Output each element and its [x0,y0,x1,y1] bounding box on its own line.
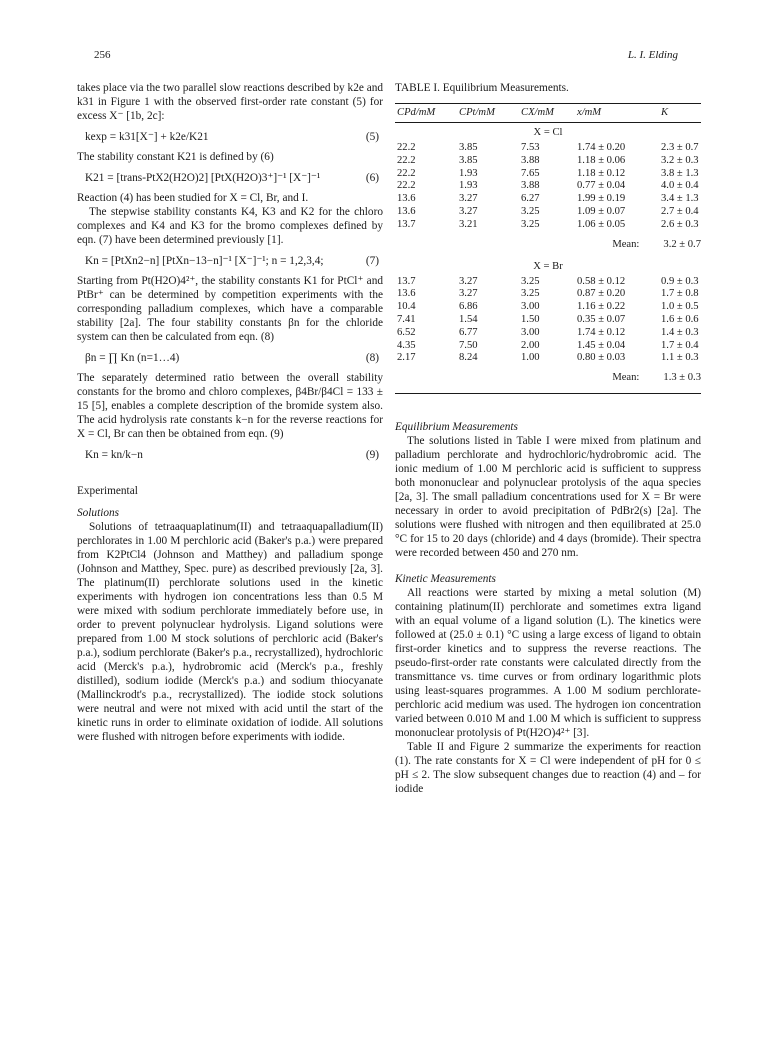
column-header: CX/mM [521,107,554,118]
table-cell: 22.2 [397,142,416,153]
table-cell: 4.35 [397,339,416,351]
table-cell: 1.06 ± 0.05 [577,218,626,230]
table-cell: 2.17 [397,352,416,364]
table-cell: 3.27 [459,205,478,217]
table-cell: 3.4 ± 1.3 [661,193,699,205]
table-row [395,142,701,155]
table-cell: 6.27 [521,193,540,205]
table-cell: 13.6 [397,205,416,217]
table-cell: 0.87 ± 0.20 [577,288,626,300]
table-cell: 6.52 [397,326,416,338]
table-cell: 1.93 [459,167,478,179]
group-label-bromide: X = Br [533,260,563,272]
equation-8 [77,351,383,365]
table-row [395,327,701,340]
table-cell: 1.0 ± 0.5 [661,301,699,313]
table-cell: 3.27 [459,288,478,300]
equation-expression: kexp = k31[X⁻] + k2e/K21 [85,131,209,143]
subsection-heading: Equilibrium Measurements [395,421,518,434]
table-cell: 0.58 ± 0.12 [577,275,626,287]
equation-9 [77,448,383,462]
left-column [77,81,383,744]
table-cell: 1.1 ± 0.3 [661,352,699,364]
paragraph: Starting from Pt(H2O)4²⁺, the stability constants K1 for PtCl⁺ and PtBr⁺ can be determined by competition experiments with the corresponding palladium complexes, which have a comparable stability [2a]. The four stability constants βn for the chloride system can then be calculated from eqn. (8) [77,275,383,343]
table-caption: TABLE I. Equilibrium Measurements. [395,82,569,94]
mean-row-chloride [395,238,701,252]
table-cell: 6.86 [459,301,478,313]
paragraph: The solutions listed in Table I were mixed from platinum and palladium perchlorate and hydrochloric/hydrobromic acid. The ionic medium of 1.00 M perchloric acid is sufficient to suppress both mononuclear and polynuclear protolysis of the aqua species [2a, 3]. The small palladium concentrations used for X = Br were necessary in order to avoid precipitation of PdBr2(s) [2a]. The solutions were flushed with nitrogen and then equilibrated at 25.0 °C for 15 to 20 days (chloride) and 4 days (bromide). Their spectra were recorded between 450 and 270 nm. [395,435,701,560]
table-cell: 0.77 ± 0.04 [577,180,626,192]
table-row [395,168,701,181]
paragraph: Table II and Figure 2 summarize the experiments for reaction (1). The rate constants for X = Cl were independent of pH for 0 ≤ pH ≤ 2. The slow subsequent changes due to reaction (4) and – for iodide [395,741,701,796]
table-cell: 1.54 [459,313,478,325]
table-cell: 4.0 ± 0.4 [661,180,699,192]
table-cell: 3.25 [521,218,540,230]
table-body-bromide [395,276,701,366]
table-cell: 1.74 ± 0.12 [577,326,626,338]
table-cell: 3.25 [521,205,540,217]
mean-label: Mean: [612,238,640,250]
table-cell: 3.27 [459,275,478,287]
table-row [395,276,701,289]
table-body-chloride [395,142,701,232]
subsection-heading: Kinetic Measurements [395,573,496,586]
table-cell: 1.16 ± 0.22 [577,301,626,313]
mean-value: 1.3 ± 0.3 [663,372,701,384]
equation-expression: βn = ∏ Kn (n=1…4) [85,352,180,364]
table-cell: 3.27 [459,193,478,205]
paragraph: All reactions were started by mixing a metal solution (M) containing platinum(II) perchlorate and sometimes extra ligand with an equal volume of a ligand solution (L). The kinetics were followed at (25.0 ± 0.1) °C using a large excess of ligand to obtain first-order kinetics and to suppress the reverse reactions. The pseudo-first-order rate constants were calculated directly from the transmittance vs. time curves or from ordinary logarithmic plots using least-squares programmes. A 1.00 M sodium perchlorate-perchloric acid medium was used. The hydrogen ion concentration varied between 0.010 M and 1.00 M which is sufficient to suppress mononuclear protolysis of Pt(H2O)4²⁺ [3]. [395,587,701,740]
table-cell: 3.25 [521,275,540,287]
table-cell: 0.9 ± 0.3 [661,275,699,287]
column-header: CPd/mM [397,107,436,118]
right-column [395,81,701,796]
table-cell: 7.65 [521,167,540,179]
table-cell: 7.41 [397,313,416,325]
table-cell: 3.00 [521,326,540,338]
running-author: L. I. Elding [627,49,678,61]
table-cell: 2.7 ± 0.4 [661,205,699,217]
subsection-heading: Solutions [77,507,120,519]
table-bottom-rule [395,393,701,394]
table-cell: 1.74 ± 0.20 [577,142,626,153]
table-cell: 13.7 [397,218,416,230]
paragraph: takes place via the two parallel slow reactions described by k2e and k31 in Figure 1 with the observed first-order rate constant (5) for excess X⁻ [1b, 2c]: [77,82,383,122]
table-cell: 8.24 [459,352,478,364]
table-row [395,288,701,301]
group-label-chloride: X = Cl [533,127,563,138]
column-header: x/mM [577,107,602,118]
paragraph: Solutions of tetraaquaplatinum(II) and tetraaquapalladium(II) perchlorates in 1.00 M perchloric acid (Baker's p.a.) were prepared from K2PtCl4 (Johnson and Matthey) and palladium sponge (Johnson and Matthey, Spec. pure) as described previously [2a, 3]. The platinum(II) perchlorate solutions used in the kinetic experiments with hydrogen ion concentrations less than 0.5 M were mixed with sodium perchlorate immediately before use, in order to prevent polynuclear hydrolysis. Ligand solutions were prepared from 1.00 M stock solutions of perchloric acid (Baker's p.a.), sodium perchlorate (Baker's p.a., recrystallized), hydrochloric acid (Merck's p.a.), hydrobromic acid (Merck's p.a., freshly distilled), sodium iodide (Merck's p.a.) and sodium thiocyanate (Mallinckrodt's p.a., recrystallized). The iodide stock solutions were neutral and were not mixed with acid until the start of the kinetic runs in order to eliminate oxidation of iodide. All solutions were flushed with nitrogen before experiments with iodide. [77,521,383,743]
table-cell: 7.53 [521,142,540,153]
column-header: CPt/mM [459,107,495,118]
table-cell: 13.6 [397,288,416,300]
table-cell: 1.6 ± 0.6 [661,313,699,325]
mean-label: Mean: [612,372,640,384]
equation-expression: Kn = kn/k−n [85,449,143,461]
table-header-row [395,104,701,122]
table-row [395,340,701,353]
table-cell: 1.7 ± 0.8 [661,288,699,300]
page-number: 256 [94,49,111,61]
equation-number: (6) [365,172,379,184]
mean-value: 3.2 ± 0.7 [663,238,701,250]
table-cell: 3.88 [521,180,540,192]
table-cell: 3.2 ± 0.3 [661,154,699,166]
equation-number: (9) [365,449,379,461]
table-cell: 0.80 ± 0.03 [577,352,626,364]
table-cell: 3.8 ± 1.3 [661,167,699,179]
table-cell: 2.3 ± 0.7 [661,142,699,153]
table-cell: 1.99 ± 0.19 [577,193,626,205]
table-row [395,314,701,327]
table-row [395,206,701,219]
paragraph: Reaction (4) has been studied for X = Cl, Br, and I. [77,192,309,204]
table-cell: 1.45 ± 0.04 [577,339,626,351]
table-cell: 1.4 ± 0.3 [661,326,699,338]
equation-expression: Kn = [PtXn2−n] [PtXn−13−n]⁻¹ [X⁻]⁻¹; n = 1,2,3,4; [85,255,324,267]
table-cell: 1.18 ± 0.06 [577,154,626,166]
table-cell: 6.77 [459,326,478,338]
column-header: K [661,107,669,118]
equation-number: (8) [365,352,379,364]
equation-number: (7) [365,255,379,267]
equation-number: (5) [365,131,379,143]
table-cell: 10.4 [397,301,416,313]
table-cell: 1.00 [521,352,540,364]
paragraph: The stability constant K21 is defined by (6) [77,151,274,163]
table-row [395,180,701,193]
equation-expression: K21 = [trans-PtX2(H2O)2] [PtX(H2O)3⁺]⁻¹ [X⁻]⁻¹ [85,172,321,184]
table-cell: 3.00 [521,301,540,313]
table-cell: 22.2 [397,154,416,166]
section-heading: Experimental [77,485,138,497]
equation-5 [77,130,383,144]
table-cell: 3.88 [521,154,540,166]
table-cell: 1.09 ± 0.07 [577,205,626,217]
table-cell: 3.85 [459,142,478,153]
table-row [395,155,701,168]
table-row [395,193,701,206]
mean-row-bromide [395,371,701,385]
table-cell: 3.85 [459,154,478,166]
table-cell: 13.6 [397,193,416,205]
table-cell: 1.18 ± 0.12 [577,167,626,179]
table-cell: 22.2 [397,180,416,192]
paragraph: The separately determined ratio between the overall stability constants for the bromo and chloro complexes, β4Br/β4Cl = 133 ± 15 [5], enables a complete description of the bromide system also. The acid hydrolysis rate constants k−n for the reverse reactions for X = Cl, Br can then be obtained from eqn. (9) [77,372,383,440]
table-cell: 1.93 [459,180,478,192]
table-cell: 1.7 ± 0.4 [661,339,699,351]
table-cell: 0.35 ± 0.07 [577,313,626,325]
equilibrium-table [395,104,701,122]
table-header-rule [395,122,701,123]
table-cell: 7.50 [459,339,478,351]
table-cell: 1.50 [521,313,540,325]
table-cell: 13.7 [397,275,416,287]
table-cell: 2.00 [521,339,540,351]
table-cell: 2.6 ± 0.3 [661,218,699,230]
table-row [395,352,701,365]
paragraph: The stepwise stability constants K4, K3 and K2 for the chloro complexes and K4 and K3 for the bromo complexes defined by eqn. (7) have been determined previously [1]. [77,206,383,246]
table-row [395,301,701,314]
equation-6 [77,171,383,185]
table-cell: 3.25 [521,288,540,300]
table-cell: 3.21 [459,218,478,230]
table-row [395,219,701,232]
table-cell: 22.2 [397,167,416,179]
equation-7 [77,254,383,268]
